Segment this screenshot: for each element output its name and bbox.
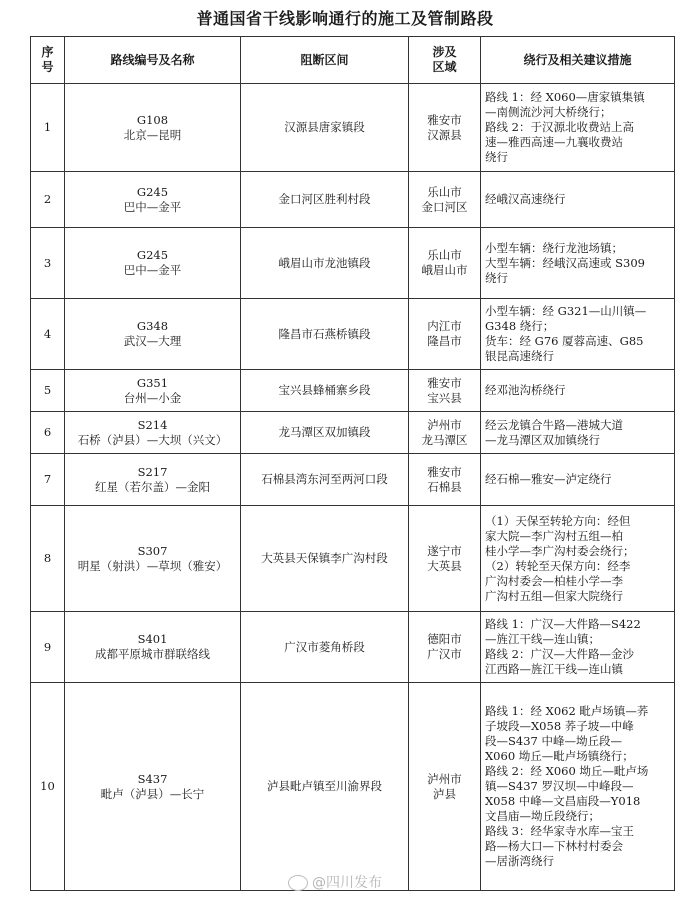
- weibo-icon: [288, 875, 308, 891]
- row-number: 2: [31, 172, 65, 228]
- blocked-section: 龙马潭区双加镇段: [241, 412, 409, 454]
- blocked-section: 宝兴县蜂桶寨乡段: [241, 370, 409, 412]
- detour-cell: 路线 1：经 X060—唐家镇集镇 —南侧流沙河大桥绕行； 路线 2：于汉源北收费站上高 速—雅西高速—九襄收费站 绕行: [481, 84, 675, 172]
- area-cell: 泸州市 泸县: [409, 683, 481, 891]
- area-cell: 德阳市 广汉市: [409, 612, 481, 683]
- table-row: [31, 412, 675, 454]
- route-name: 毗卢（泸县）—长宁: [100, 786, 205, 801]
- table-row: [31, 454, 675, 506]
- route-name: 巴中—金平: [123, 199, 182, 214]
- detour-cell: （1）天保至转轮方向：经但 家大院—李广沟村五组—柏 桂小学—李广沟村委会绕行； （2）转轮至天保方向：经李 广沟村委会—柏桂小学—李 广沟村五组—但家大院绕行: [481, 506, 675, 612]
- detour-cell: 路线 1：经 X062 毗卢场镇—荞 子坡段—X058 荞子坡—中峰 段—S437 中峰—坳丘段— X060 坳丘—毗卢场镇绕行； 路线 2：经 X060 坳丘—毗卢场 镇—S437 罗汉坝—中峰段— X058 中峰—文昌庙段—Y018 文昌庙—坳丘段绕行； 路线 3：经华家寺水库—宝王 路—杨大口—下林村村委会 —居浙湾绕行: [481, 683, 675, 891]
- area-cell: 雅安市 石棉县: [409, 454, 481, 506]
- table-row: [31, 172, 675, 228]
- route-cell: [65, 84, 241, 172]
- row-number: 8: [31, 506, 65, 612]
- header-area: 涉及 区域: [409, 37, 481, 84]
- table-row: [31, 299, 675, 370]
- route-cell: [65, 370, 241, 412]
- route-code: G351: [136, 375, 169, 390]
- detour-cell: 小型车辆：经 G321—山川镇— G348 绕行； 货车：经 G76 厦蓉高速、G85 银昆高速绕行: [481, 299, 675, 370]
- route-cell: [65, 506, 241, 612]
- route-code: S217: [137, 464, 168, 479]
- route-name: 红星（若尔盖）—金阳: [95, 479, 210, 494]
- header-section: 阻断区间: [241, 37, 409, 84]
- row-number: 10: [31, 683, 65, 891]
- route-cell: [65, 299, 241, 370]
- detour-cell: 经云龙镇合牛路—港城大道 —龙马潭区双加镇绕行: [481, 412, 675, 454]
- area-cell: 泸州市 龙马潭区: [409, 412, 481, 454]
- header-no: 序 号: [31, 37, 65, 84]
- route-code: S307: [137, 543, 168, 558]
- route-name: 成都平原城市群联络线: [95, 647, 210, 661]
- area-cell: 雅安市 汉源县: [409, 84, 481, 172]
- table-row: [31, 370, 675, 412]
- detour-cell: 经峨汉高速绕行: [481, 172, 675, 228]
- blocked-section: 广汉市菱角桥段: [241, 612, 409, 683]
- detour-cell: 经石棉—雅安—泸定绕行: [481, 454, 675, 506]
- detour-cell: 经邓池沟桥绕行: [481, 370, 675, 412]
- weibo-watermark: @四川发布: [288, 872, 382, 892]
- route-name: 明星（射洪）—草坝（雅安）: [77, 558, 228, 573]
- table-row: [31, 228, 675, 299]
- row-number: 9: [31, 612, 65, 683]
- table-row: [31, 506, 675, 612]
- blocked-section: 石棉县湾东河至两河口段: [241, 454, 409, 506]
- table-row: [31, 84, 675, 172]
- area-cell: 遂宁市 大英县: [409, 506, 481, 612]
- route-name: 武汉—大理: [123, 334, 182, 348]
- area-cell: 乐山市 峨眉山市: [409, 228, 481, 299]
- route-name: 台州—小金: [123, 390, 182, 405]
- route-code: S437: [137, 771, 168, 786]
- blocked-section: 泸县毗卢镇至川渝界段: [241, 683, 409, 891]
- header-detour: 绕行及相关建议措施: [481, 37, 675, 84]
- table-row: [31, 683, 675, 891]
- blocked-section: 隆昌市石燕桥镇段: [241, 299, 409, 370]
- blocked-section: 汉源县唐家镇段: [241, 84, 409, 172]
- detour-cell: 路线 1：广汉—大件路—S422 —旌江干线—连山镇； 路线 2：广汉—大件路—金沙 江西路—旌江干线—连山镇: [481, 612, 675, 683]
- row-number: 3: [31, 228, 65, 299]
- row-number: 1: [31, 84, 65, 172]
- route-code: S214: [137, 417, 168, 432]
- route-code: S401: [137, 632, 168, 646]
- blocked-section: 大英县天保镇李广沟村段: [241, 506, 409, 612]
- road-closure-table: [30, 36, 675, 891]
- route-code: G245: [136, 248, 169, 262]
- route-name: 石桥（泸县）—大坝（兴文）: [77, 432, 228, 447]
- route-cell: [65, 454, 241, 506]
- route-name: 北京—昆明: [123, 127, 182, 142]
- table-header-row: [31, 37, 675, 84]
- route-cell: [65, 612, 241, 683]
- document-title: 普通国省干线影响通行的施工及管制路段: [196, 9, 494, 28]
- header-route: 路线编号及名称: [65, 37, 241, 84]
- route-name: 巴中—金平: [123, 263, 182, 277]
- route-cell: [65, 228, 241, 299]
- detour-cell: 小型车辆：绕行龙池场镇； 大型车辆：经峨汉高速或 S309 绕行: [481, 228, 675, 299]
- row-number: 4: [31, 299, 65, 370]
- row-number: 7: [31, 454, 65, 506]
- area-cell: 乐山市 金口河区: [409, 172, 481, 228]
- blocked-section: 金口河区胜利村段: [241, 172, 409, 228]
- row-number: 6: [31, 412, 65, 454]
- route-code: G348: [136, 319, 169, 333]
- table-row: [31, 612, 675, 683]
- blocked-section: 峨眉山市龙池镇段: [241, 228, 409, 299]
- route-cell: [65, 172, 241, 228]
- route-code: G108: [136, 112, 169, 127]
- route-cell: [65, 412, 241, 454]
- route-code: G245: [136, 184, 169, 199]
- route-cell: [65, 683, 241, 891]
- area-cell: 内江市 隆昌市: [409, 299, 481, 370]
- row-number: 5: [31, 370, 65, 412]
- area-cell: 雅安市 宝兴县: [409, 370, 481, 412]
